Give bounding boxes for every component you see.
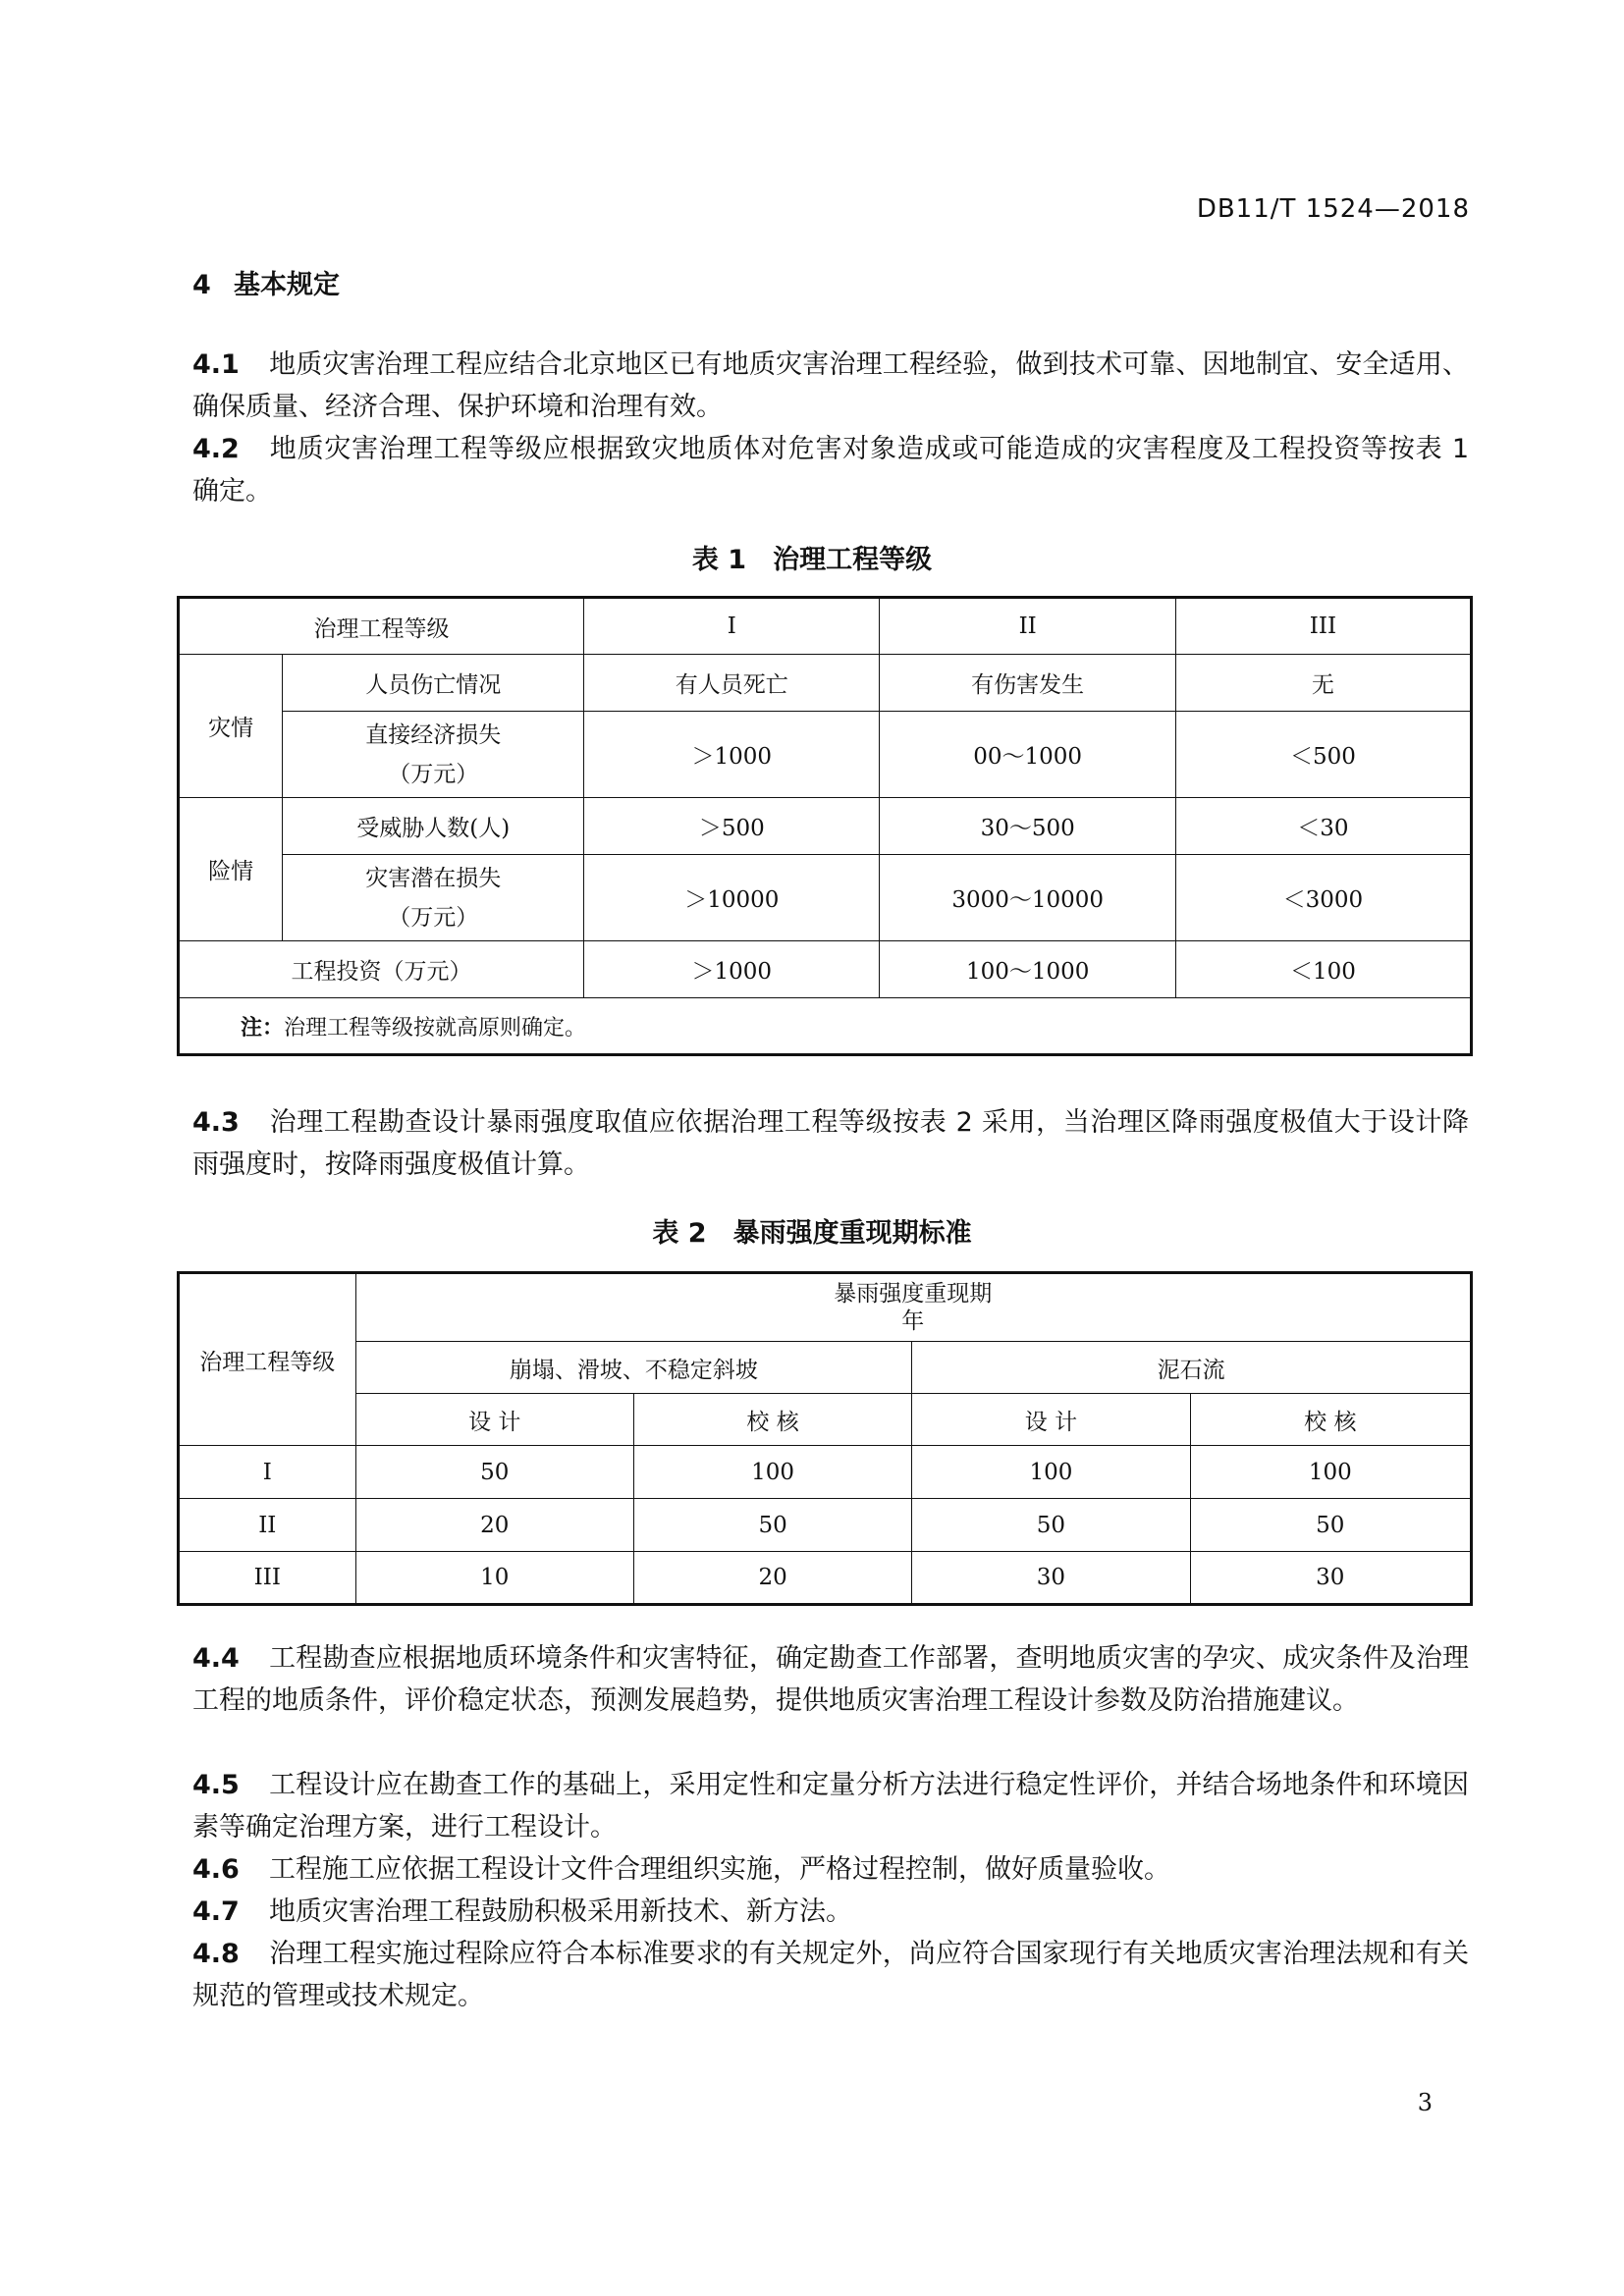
table2-grade-header: 治理工程等级 [179,1273,356,1446]
clause-text: 治理工程实施过程除应符合本标准要求的有关规定外，尚应符合国家现行有关地质灾害治理法规和有关规范的管理或技术规定。 [192,1939,1469,2011]
table2-cell: 30 [1190,1552,1471,1605]
section-heading [192,263,340,301]
clause-number: 4.3 [192,1107,240,1138]
table1-cell: 00～1000 [880,712,1175,798]
label-line: （万元） [388,761,479,787]
table1-note [179,998,1472,1055]
clause-4-1 [192,344,1469,428]
note-prefix: 注： [241,1015,285,1041]
table1-cell: ＜30 [1175,798,1471,855]
table1-header-grade: I [584,598,880,655]
table1-row-label [283,855,584,941]
table2-rainstorm-return-period [177,1271,1473,1606]
note-text: 治理工程等级按就高原则确定。 [284,1015,587,1041]
table2-cell: 50 [633,1499,911,1552]
table1-cell: 有人员死亡 [584,655,880,712]
clause-text: 治理工程勘查设计暴雨强度取值应依据治理工程等级按表 2 采用，当治理区降雨强度极值大于设计降雨强度时，按降雨强度极值计算。 [192,1107,1469,1180]
table2-subheader: 设 计 [355,1394,633,1446]
page-number: 3 [1417,2089,1433,2116]
period-title: 暴雨强度重现期 [834,1281,993,1307]
table1-header-grade: II [880,598,1175,655]
table1-caption: 表 1 治理工程等级 [691,545,933,575]
table1-cell: ＞10000 [584,855,880,941]
label-line: （万元） [388,904,479,931]
table1-cell: ＞1000 [584,712,880,798]
table1-cell: ＜3000 [1175,855,1471,941]
table1-cell: 100～1000 [880,941,1175,998]
clause-4-4 [192,1637,1469,1722]
clause-4-8 [192,1933,1469,2017]
table2-period-header [355,1273,1471,1342]
table1-group-danger: 险情 [179,798,283,941]
table1-investment-label: 工程投资（万元） [179,941,584,998]
table1-cell: 有伤害发生 [880,655,1175,712]
table1-header-label: 治理工程等级 [179,598,584,655]
table2-row-grade: I [179,1446,356,1499]
clause-text: 地质灾害治理工程应结合北京地区已有地质灾害治理工程经验，做到技术可靠、因地制宜、安全适用、确保质量、经济合理、保护环境和治理有效。 [192,349,1469,422]
table1-cell: ＜100 [1175,941,1471,998]
table2-cell: 10 [355,1552,633,1605]
table2-cell: 20 [355,1499,633,1552]
clause-number: 4.5 [192,1770,240,1800]
table1-cell: ＞500 [584,798,880,855]
clause-text: 工程施工应依据工程设计文件合理组织实施，严格过程控制，做好质量验收。 [269,1854,1170,1885]
clause-text: 地质灾害治理工程鼓励积极采用新技术、新方法。 [269,1896,852,1927]
clause-text: 工程勘查应根据地质环境条件和灾害特征，确定勘查工作部署，查明地质灾害的孕灾、成灾条件及治理工程的地质条件，评价稳定状态，预测发展趋势，提供地质灾害治理工程设计参数及防治措施建议。 [192,1643,1469,1716]
clause-4-3 [192,1101,1469,1186]
table1-cell: ＞1000 [584,941,880,998]
table1-header-grade: III [1175,598,1471,655]
clause-4-5 [192,1764,1469,1848]
table1-row-label: 受威胁人数(人) [283,798,584,855]
table2-category: 泥石流 [912,1342,1472,1394]
clause-text: 工程设计应在勘查工作的基础上，采用定性和定量分析方法进行稳定性评价，并结合场地条件和环境因素等确定治理方案，进行工程设计。 [192,1770,1469,1842]
table2-row-grade: II [179,1499,356,1552]
table1-cell: 30～500 [880,798,1175,855]
table1-cell: 3000～10000 [880,855,1175,941]
table2-category: 崩塌、滑坡、不稳定斜坡 [355,1342,912,1394]
table2-cell: 30 [912,1552,1190,1605]
table2-cell: 20 [633,1552,911,1605]
section-number: 4 [192,270,211,300]
table2-subheader: 校 核 [633,1394,911,1446]
table2-cell: 100 [633,1446,911,1499]
table2-cell: 50 [1190,1499,1471,1552]
table2-subheader: 设 计 [912,1394,1190,1446]
clause-number: 4.1 [192,349,240,380]
table2-cell: 100 [912,1446,1190,1499]
table2-cell: 50 [355,1446,633,1499]
document-code: DB11/T 1524—2018 [1196,194,1470,224]
clause-4-2 [192,428,1469,512]
clause-4-7 [192,1891,1469,1933]
clause-4-6 [192,1848,1469,1891]
clause-number: 4.4 [192,1643,240,1674]
table2-caption: 表 2 暴雨强度重现期标准 [652,1218,972,1249]
table1-group-disaster: 灾情 [179,655,283,798]
table1-cell: ＜500 [1175,712,1471,798]
label-line: 灾害潜在损失 [365,865,502,891]
table2-cell: 50 [912,1499,1190,1552]
section-title: 基本规定 [234,270,340,300]
table2-cell: 100 [1190,1446,1471,1499]
clause-number: 4.6 [192,1854,240,1885]
period-unit: 年 [901,1308,925,1334]
table1-governance-grade [177,596,1473,1056]
table2-row-grade: III [179,1552,356,1605]
table2-subheader: 校 核 [1190,1394,1471,1446]
clause-number: 4.7 [192,1896,240,1927]
table1-cell: 无 [1175,655,1471,712]
clause-text: 地质灾害治理工程等级应根据致灾地质体对危害对象造成或可能造成的灾害程度及工程投资等按表 1 确定。 [192,434,1469,507]
clause-number: 4.8 [192,1939,240,1969]
clause-number: 4.2 [192,434,240,464]
label-line: 直接经济损失 [365,721,502,748]
table1-row-label [283,712,584,798]
table1-row-label: 人员伤亡情况 [283,655,584,712]
